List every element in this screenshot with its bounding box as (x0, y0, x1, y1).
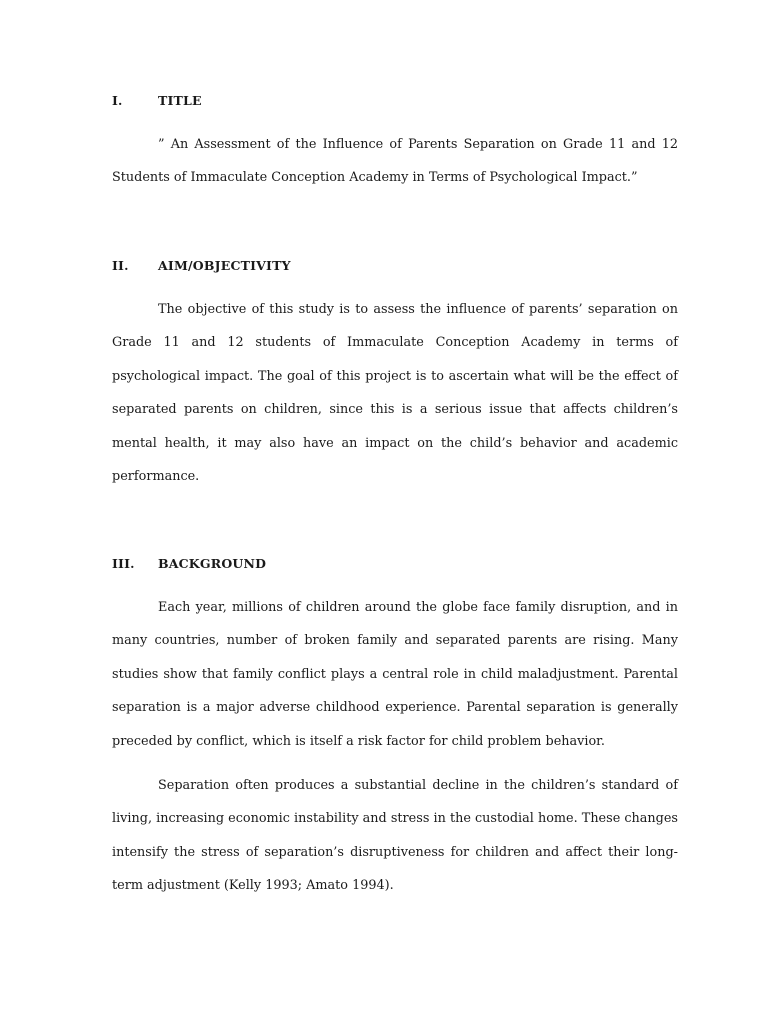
section-title (112, 92, 678, 195)
section-heading (112, 92, 678, 110)
section-heading (112, 555, 678, 573)
aim-paragraph: The objective of this study is to assess the influence of parents’ separation on Grade 11 and 12 students of Immaculate Conception Academy in terms of psychological impact. The goal of this project is to ascertain what will be the effect of separated parents on children, since this is a serious issue that affects children’s mental health, it may also have an impact on the child’s behavior and academic performance. (112, 302, 678, 485)
section-background (112, 555, 678, 903)
background-paragraph-1: Each year, millions of children around the globe face family disruption, and in many countries, number of broken family and separated parents are rising. Many studies show that family conflict plays a central role in child maladjustment. Parental separation is a major adverse childhood experience. Parental separation is generally preceded by conflict, which is itself a risk factor for child problem behavior. (112, 600, 678, 749)
background-paragraph-2: Separation often produces a substantial decline in the children’s standard of living, increasing economic instability and stress in the custodial home. These changes intensify the stress of separation’s disruptiveness for children and affect their long-term adjustment (Kelly 1993; Amato 1994). (112, 778, 678, 894)
section-number: I. (112, 93, 123, 108)
section-heading (112, 257, 678, 275)
title-paragraph: ” An Assessment of the Influence of Parents Separation on Grade 11 and 12 Students of Immaculate Conception Academy in Terms of Psychological Impact.” (112, 137, 678, 186)
section-number: III. (112, 556, 135, 571)
section-heading-text: TITLE (158, 93, 202, 108)
section-heading-text: AIM/OBJECTIVITY (158, 258, 291, 273)
section-number: II. (112, 258, 129, 273)
section-heading-text: BACKGROUND (158, 556, 267, 571)
section-aim (112, 257, 678, 493)
